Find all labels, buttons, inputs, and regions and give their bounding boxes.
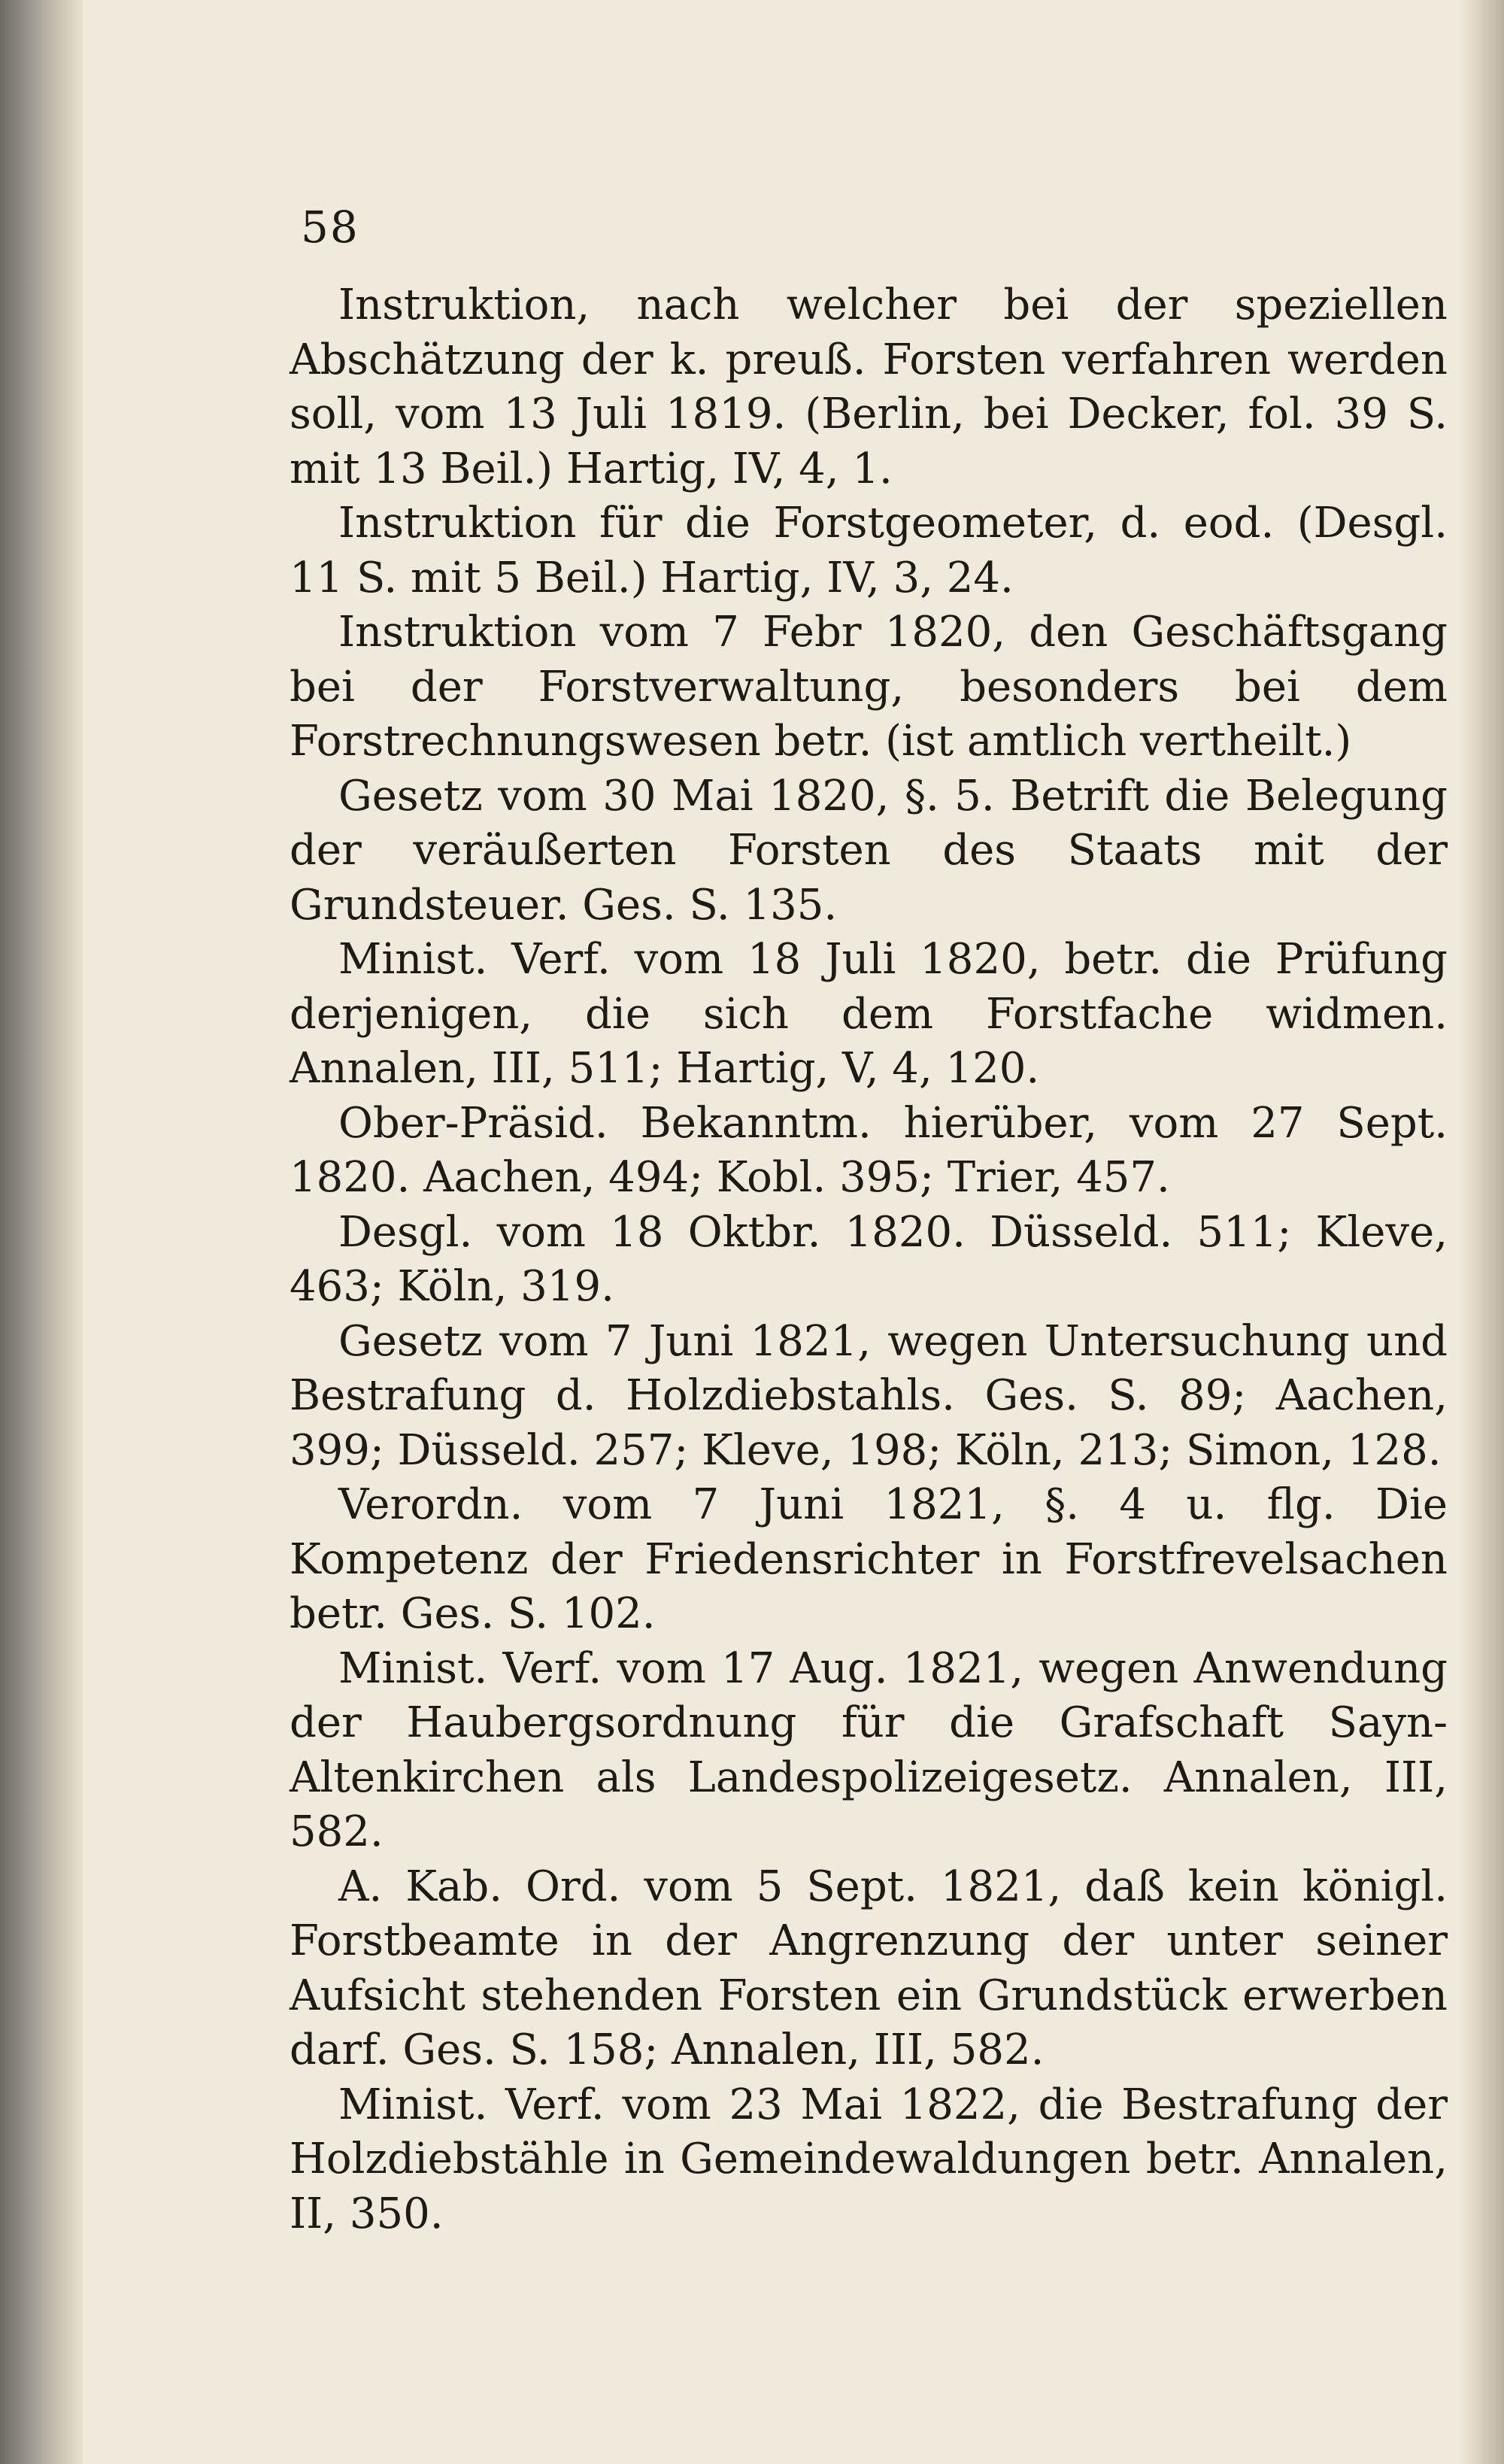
entry-minist-verf-july-1820: Minist. Verf. vom 18 Juli 1820, betr. die Prüfung derjenigen, die sich dem Forstfache widmen. Annalen, III, 511; Hartig, V, 4, 120.	[290, 935, 1448, 1093]
entry-kab-ord-sept-1821: A. Kab. Ord. vom 5 Sept. 1821, daß kein königl. Forstbeamte in der Angrenzung der unter seiner Aufsicht stehenden Forsten ein Grundstück erwerben darf. Ges. S. 158; Annalen, III, 582.	[290, 1862, 1448, 2074]
page-number: 58	[301, 202, 359, 253]
entry-verordn-june-1821: Verordn. vom 7 Juni 1821, §. 4 u. flg. Die Kompetenz der Friedensrichter in Forstfrevelsachen betr. Ges. S. 102.	[290, 1480, 1448, 1638]
page-right-edge	[1459, 0, 1504, 2464]
entry-instruktion-1820: Instruktion vom 7 Febr 1820, den Geschäftsgang bei der Forstverwaltung, besonders bei dem Forstrechnungswesen betr. (ist amtlich vertheilt.)	[290, 608, 1448, 766]
entry-list	[290, 278, 1448, 2241]
entry-gesetz-june-1821: Gesetz vom 7 Juni 1821, wegen Untersuchung und Bestrafung d. Holzdiebstahls. Ges. S. 89; Aachen, 399; Düsseld. 257; Kleve, 198; Köln, 213; Simon, 128.	[290, 1316, 1448, 1475]
entry-desgl-oktbr-1820: Desgl. vom 18 Oktbr. 1820. Düsseld. 511; Kleve, 463; Köln, 319.	[290, 1207, 1448, 1311]
entry-minist-verf-aug-1821: Minist. Verf. vom 17 Aug. 1821, wegen Anwendung der Haubergsordnung für die Grafschaft Sayn-Altenkirchen als Landespolizeigesetz. Annalen, III, 582.	[290, 1643, 1448, 1856]
page-gutter-shadow	[0, 0, 83, 2464]
entry-instruktion-1819: Instruktion, nach welcher bei der speziellen Abschätzung der k. preuß. Forsten verfahren werden soll, vom 13 Juli 1819. (Berlin, bei Decker, fol. 39 S. mit 13 Beil.) Hartig, IV, 4, 1.	[290, 281, 1448, 493]
entry-minist-verf-may-1822: Minist. Verf. vom 23 Mai 1822, die Bestrafung der Holzdiebstähle in Gemeindewaldungen betr. Annalen, II, 350.	[290, 2080, 1448, 2238]
entry-ober-praesid-bekanntm: Ober-Präsid. Bekanntm. hierüber, vom 27 Sept. 1820. Aachen, 494; Kobl. 395; Trier, 457.	[290, 1098, 1448, 1202]
entry-gesetz-1820: Gesetz vom 30 Mai 1820, §. 5. Betrift die Belegung der veräußerten Forsten des Staats mit der Grundsteuer. Ges. S. 135.	[290, 771, 1448, 930]
entry-instruktion-forstgeometer: Instruktion für die Forstgeometer, d. eod. (Desgl. 11 S. mit 5 Beil.) Hartig, IV, 3, 24.	[290, 499, 1448, 602]
